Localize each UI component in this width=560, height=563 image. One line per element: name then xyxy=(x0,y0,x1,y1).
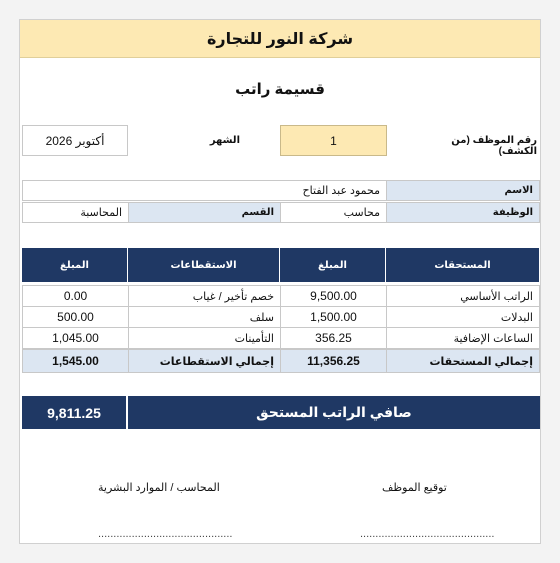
total-earnings-label: إجمالي المستحقات xyxy=(386,349,540,373)
accountant-signature-line: ............................................ xyxy=(98,528,233,540)
earning-item: الراتب الأساسي xyxy=(386,285,540,307)
deduction-item: خصم تأخير / غياب xyxy=(128,285,281,307)
dept-value: المحاسبة xyxy=(22,202,129,223)
month-field[interactable]: أكتوبر 2026 xyxy=(22,125,128,156)
earnings-header: المستحقات xyxy=(386,248,540,282)
job-value: محاسب xyxy=(280,202,387,223)
earning-amount: 9,500.00 xyxy=(280,285,387,307)
earning-amount: 356.25 xyxy=(280,327,387,349)
employee-signature-line: ............................................ xyxy=(360,528,495,540)
name-value: محمود عبد الفتاح xyxy=(22,180,387,201)
deduction-amount: 0.00 xyxy=(22,285,129,307)
employee-signature-label: توقيع الموظف xyxy=(382,482,447,494)
deduction-item: سلف xyxy=(128,306,281,328)
document-title: قسيمة راتب xyxy=(235,81,325,98)
deduction-amount: 1,045.00 xyxy=(22,327,129,349)
accountant-signature-label: المحاسب / الموارد البشرية xyxy=(98,482,220,494)
net-salary-value: 9,811.25 xyxy=(22,396,128,429)
earning-item: الساعات الإضافية xyxy=(386,327,540,349)
job-label: الوظيفة xyxy=(386,202,540,223)
total-earnings-value: 11,356.25 xyxy=(280,349,387,373)
earning-amount: 1,500.00 xyxy=(280,306,387,328)
earning-item: البدلات xyxy=(386,306,540,328)
deductions-amount-header: المبلغ xyxy=(22,248,128,282)
deduction-amount: 500.00 xyxy=(22,306,129,328)
deductions-header: الاستقطاعات xyxy=(128,248,280,282)
earnings-amount-header: المبلغ xyxy=(280,248,386,282)
net-salary-label: صافي الراتب المستحق xyxy=(128,396,540,429)
deduction-item: التأمينات xyxy=(128,327,281,349)
total-deductions-label: إجمالي الاستقطاعات xyxy=(128,349,281,373)
payslip-sheet xyxy=(19,19,541,544)
total-deductions-value: 1,545.00 xyxy=(22,349,129,373)
company-name: شركة النور للتجارة xyxy=(20,20,540,58)
dept-label: القسم xyxy=(128,202,281,223)
employee-id-label: رقم الموظف (من الكشف) xyxy=(451,135,537,157)
name-label: الاسم xyxy=(386,180,540,201)
month-label: الشهر xyxy=(209,135,240,146)
employee-id-input[interactable]: 1 xyxy=(280,125,387,156)
